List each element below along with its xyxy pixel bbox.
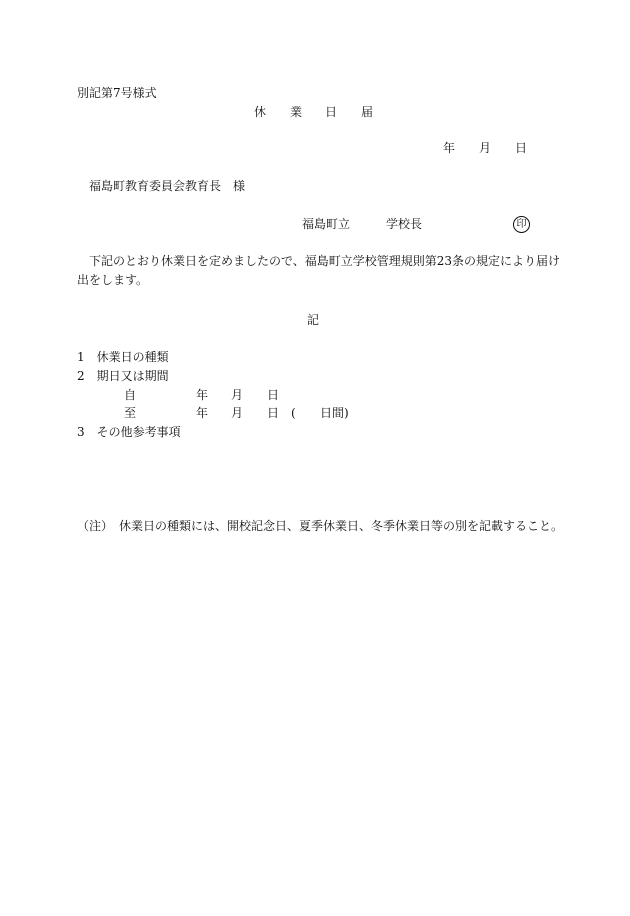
paren-open: ( [291, 406, 296, 420]
item-1: 1 休業日の種類 [77, 350, 169, 364]
from-month: 月 [231, 388, 244, 402]
date-month: 月 [479, 141, 492, 155]
item-2: 2 期日又は期間 [77, 369, 169, 383]
footnote: （注） 休業日の種類には、開校記念日、夏季休業日、冬季休業日等の別を記載すること。 [77, 519, 564, 533]
seal-mark: 印 [513, 216, 530, 233]
from-year: 年 [196, 388, 209, 402]
from-day: 日 [267, 388, 280, 402]
to-month: 月 [231, 406, 244, 420]
ki-heading: 記 [307, 313, 320, 327]
title-char-1: 休 [254, 105, 267, 119]
body-text-line-1: 下記のとおり休業日を定めましたので、福島町立学校管理規則第23条の規定により届け [89, 254, 561, 268]
sender-title: 学校長 [386, 217, 423, 231]
item-3: 3 その他参考事項 [77, 425, 181, 439]
body-text-line-2: 出をします。 [77, 273, 149, 287]
form-number: 別記第7号様式 [77, 86, 157, 100]
to-day: 日 [267, 406, 280, 420]
date-day: 日 [515, 141, 528, 155]
title-char-3: 日 [325, 105, 338, 119]
to-year: 年 [196, 406, 209, 420]
days-count-label: 日間) [320, 406, 349, 420]
date-year: 年 [443, 141, 456, 155]
title-char-4: 届 [361, 105, 374, 119]
addressee: 福島町教育委員会教育長 様 [89, 179, 246, 193]
title-char-2: 業 [290, 105, 303, 119]
to-label: 至 [124, 406, 137, 420]
sender-town: 福島町立 [302, 217, 351, 231]
from-label: 自 [124, 388, 137, 402]
